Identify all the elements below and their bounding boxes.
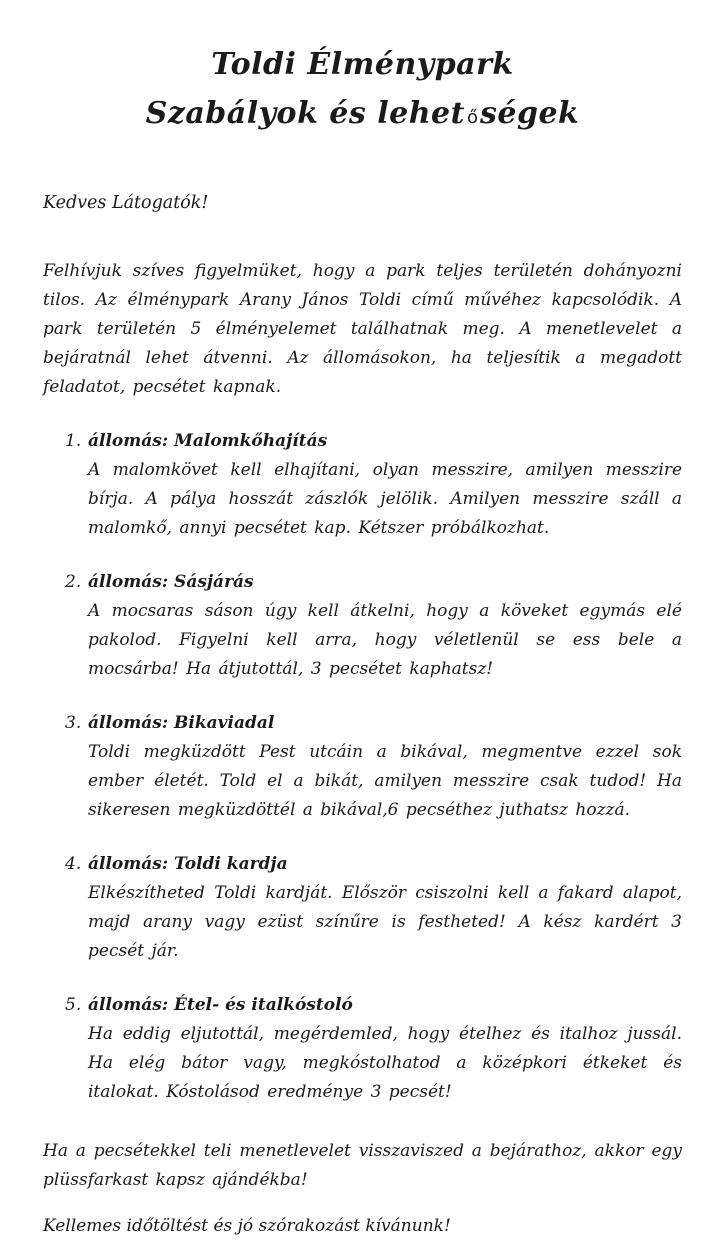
station-item-5 [65, 991, 682, 1107]
station-1-title: állomás: Malomkőhajítás [88, 431, 328, 451]
station-2-heading [65, 568, 682, 597]
station-5-title: állomás: Étel- és italkóstoló [88, 995, 353, 1015]
station-2-number: 2. [65, 572, 82, 592]
greeting-line: Kedves Látogatók! [43, 193, 209, 213]
station-5-number: 5. [65, 995, 82, 1015]
station-2-title: állomás: Sásjárás [88, 572, 254, 592]
station-3-number: 3. [65, 713, 82, 733]
farewell-line: Kellemes időtöltést és jó szórakozást kívánunk! [43, 1216, 451, 1236]
station-5-heading [65, 991, 682, 1020]
station-1-number: 1. [65, 431, 82, 451]
title-line-2 [43, 89, 682, 142]
title-line-2-part-a: Szabályok és lehet [145, 96, 465, 131]
station-4-heading [65, 850, 682, 879]
closing-paragraph: Ha a pecsétekkel teli menetlevelet visszaviszed a bejárathoz, akkor egy plüssfarkast kapsz ajándékba! [43, 1141, 682, 1190]
station-item-1 [65, 427, 682, 543]
title-line-2-fallback-glyph: ő [466, 107, 478, 128]
station-item-3 [65, 709, 682, 825]
station-item-2 [65, 568, 682, 684]
station-4-body: Elkészítheted Toldi kardját. Először csiszolni kell a fakard alapot, majd arany vagy ezüst színűre is festheted! A kész kardért 3 pecsét jár. [88, 883, 682, 961]
title-line-1: Toldi Élménypark [211, 47, 514, 82]
title-line-2-part-b: ségek [479, 96, 580, 131]
station-1-body: A malomkövet kell elhajítani, olyan messzire, amilyen messzire bírja. A pálya hosszát zászlók jelölik. Amilyen messzire száll a malomkő, annyi pecsétet kap. Kétszer próbálkozhat. [88, 460, 682, 538]
stations-list [43, 427, 682, 1107]
document-title [43, 40, 682, 142]
station-3-title: állomás: Bikaviadal [88, 713, 275, 733]
station-4-number: 4. [65, 854, 82, 874]
station-item-4 [65, 850, 682, 966]
station-5-body: Ha eddig eljutottál, megérdemled, hogy ételhez és italhoz jussál. Ha elég bátor vagy, megkóstolhatod a középkori étkeket és italokat. Kóstolásod eredménye 3 pecsét! [88, 1024, 682, 1102]
station-3-heading [65, 709, 682, 738]
intro-paragraph: Felhívjuk szíves figyelmüket, hogy a park teljes területén dohányozni tilos. Az élménypark Arany János Toldi című művéhez kapcsolódik. A park területén 5 élményelemet találhatnak meg. A menetlevelet a bejáratnál lehet átvenni. Az állomásokon, ha teljesítik a megadott feladatot, pecsétet kapnak. [43, 261, 682, 397]
station-3-body: Toldi megküzdött Pest utcáin a bikával, megmentve ezzel sok ember életét. Told el a bikát, amilyen messzire csak tudod! Ha sikeresen megküzdöttél a bikával,6 pecséthez juthatsz hozzá. [88, 742, 682, 820]
station-2-body: A mocsaras sáson úgy kell átkelni, hogy a köveket egymás elé pakolod. Figyelni kell arra, hogy véletlenül se ess bele a mocsárba! Ha átjutottál, 3 pecsétet kaphatsz! [88, 601, 682, 679]
station-4-title: állomás: Toldi kardja [88, 854, 288, 874]
station-1-heading [65, 427, 682, 456]
